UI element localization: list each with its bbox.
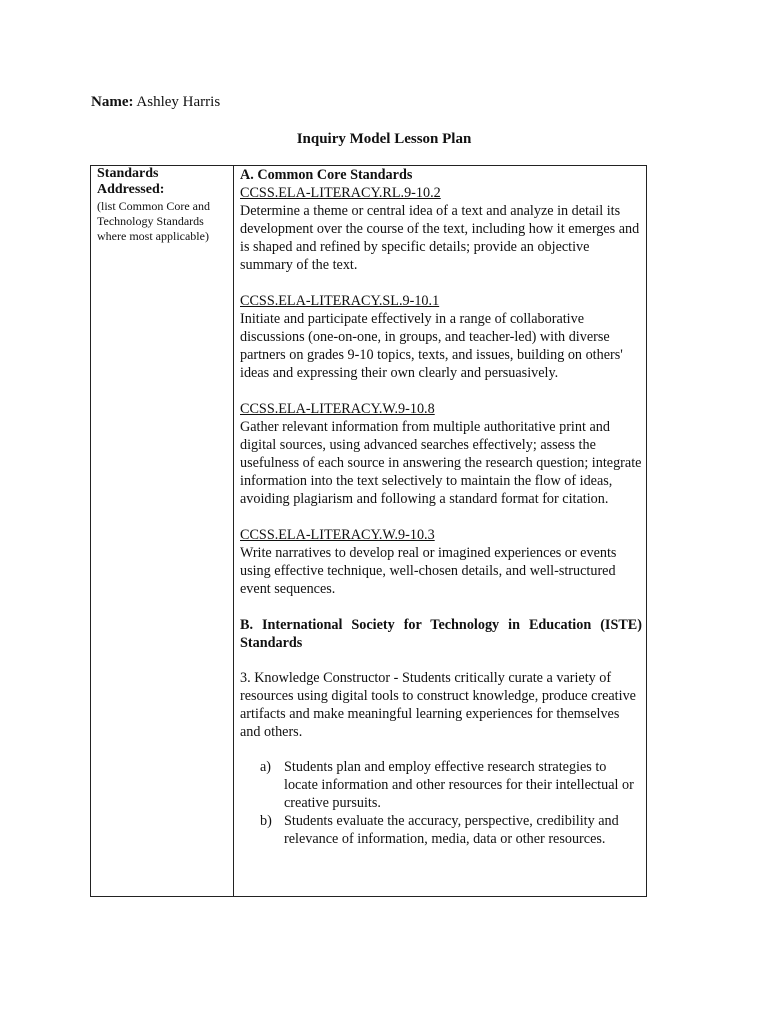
standards-content-cell [240,166,642,848]
document-title: Inquiry Model Lesson Plan [296,131,472,147]
standard-block [240,292,642,382]
standard-block [240,400,642,508]
list-item-text: Students evaluate the accuracy, perspective, credibility and relevance of information, media, data or other resources. [284,813,619,847]
standards-label-cell [97,166,231,244]
section-b-paragraph: 3. Knowledge Constructor - Students critically curate a variety of resources using digital tools to construct knowledge, produce creative artifacts and make meaningful learning experiences for themselves and others. [240,670,636,740]
list-marker: b) [260,813,272,829]
name-value: Ashley Harris [136,94,221,110]
section-b-list [240,758,642,848]
standard-code: CCSS.ELA-LITERACY.SL.9-10.1 [240,293,440,309]
list-item [260,758,642,812]
standard-code: CCSS.ELA-LITERACY.RL.9-10.2 [240,185,441,201]
standards-note: (list Common Core and Technology Standards where most applicable) [97,199,210,243]
standard-code: CCSS.ELA-LITERACY.W.9-10.8 [240,401,435,417]
name-line [91,92,220,112]
standard-description: Determine a theme or central idea of a text and analyze in detail its development over the course of the text, including how it emerges and is shaped and refined by specific details; provide an objective summary of the text. [240,203,640,273]
list-marker: a) [260,759,272,775]
column-divider [233,166,234,896]
name-label: Name: [91,94,134,110]
standard-description: Gather relevant information from multiple authoritative print and digital sources, using advanced searches effectively; assess the usefulness of each source in answering the research question; integrate information into the text selectively to maintain the flow of ideas, avoiding plagiarism and following a standard format for citation. [240,419,642,507]
list-item-text: Students plan and employ effective research strategies to locate information and other resources for their intellectual or creative pursuits. [284,759,634,811]
standard-description: Initiate and participate effectively in a range of collaborative discussions (one-on-one, in groups, and teacher-led) with diverse partners on grades 9-10 topics, texts, and issues, building on others' ideas and expressing their own clearly and persuasively. [240,311,623,381]
standard-description: Write narratives to develop real or imagined experiences or events using effective technique, well-chosen details, and well-structured event sequences. [240,545,617,597]
list-item [260,812,642,848]
standard-code: CCSS.ELA-LITERACY.W.9-10.3 [240,527,435,543]
standard-block [240,184,642,274]
standard-block [240,526,642,598]
section-a-heading: A. Common Core Standards [240,167,413,183]
lesson-plan-table [90,165,647,897]
section-b-heading: B. International Society for Technology in Education (ISTE) Standards [240,617,642,651]
standards-heading-line2: Addressed: [97,182,165,197]
standards-heading-line1: Standards [97,166,159,181]
